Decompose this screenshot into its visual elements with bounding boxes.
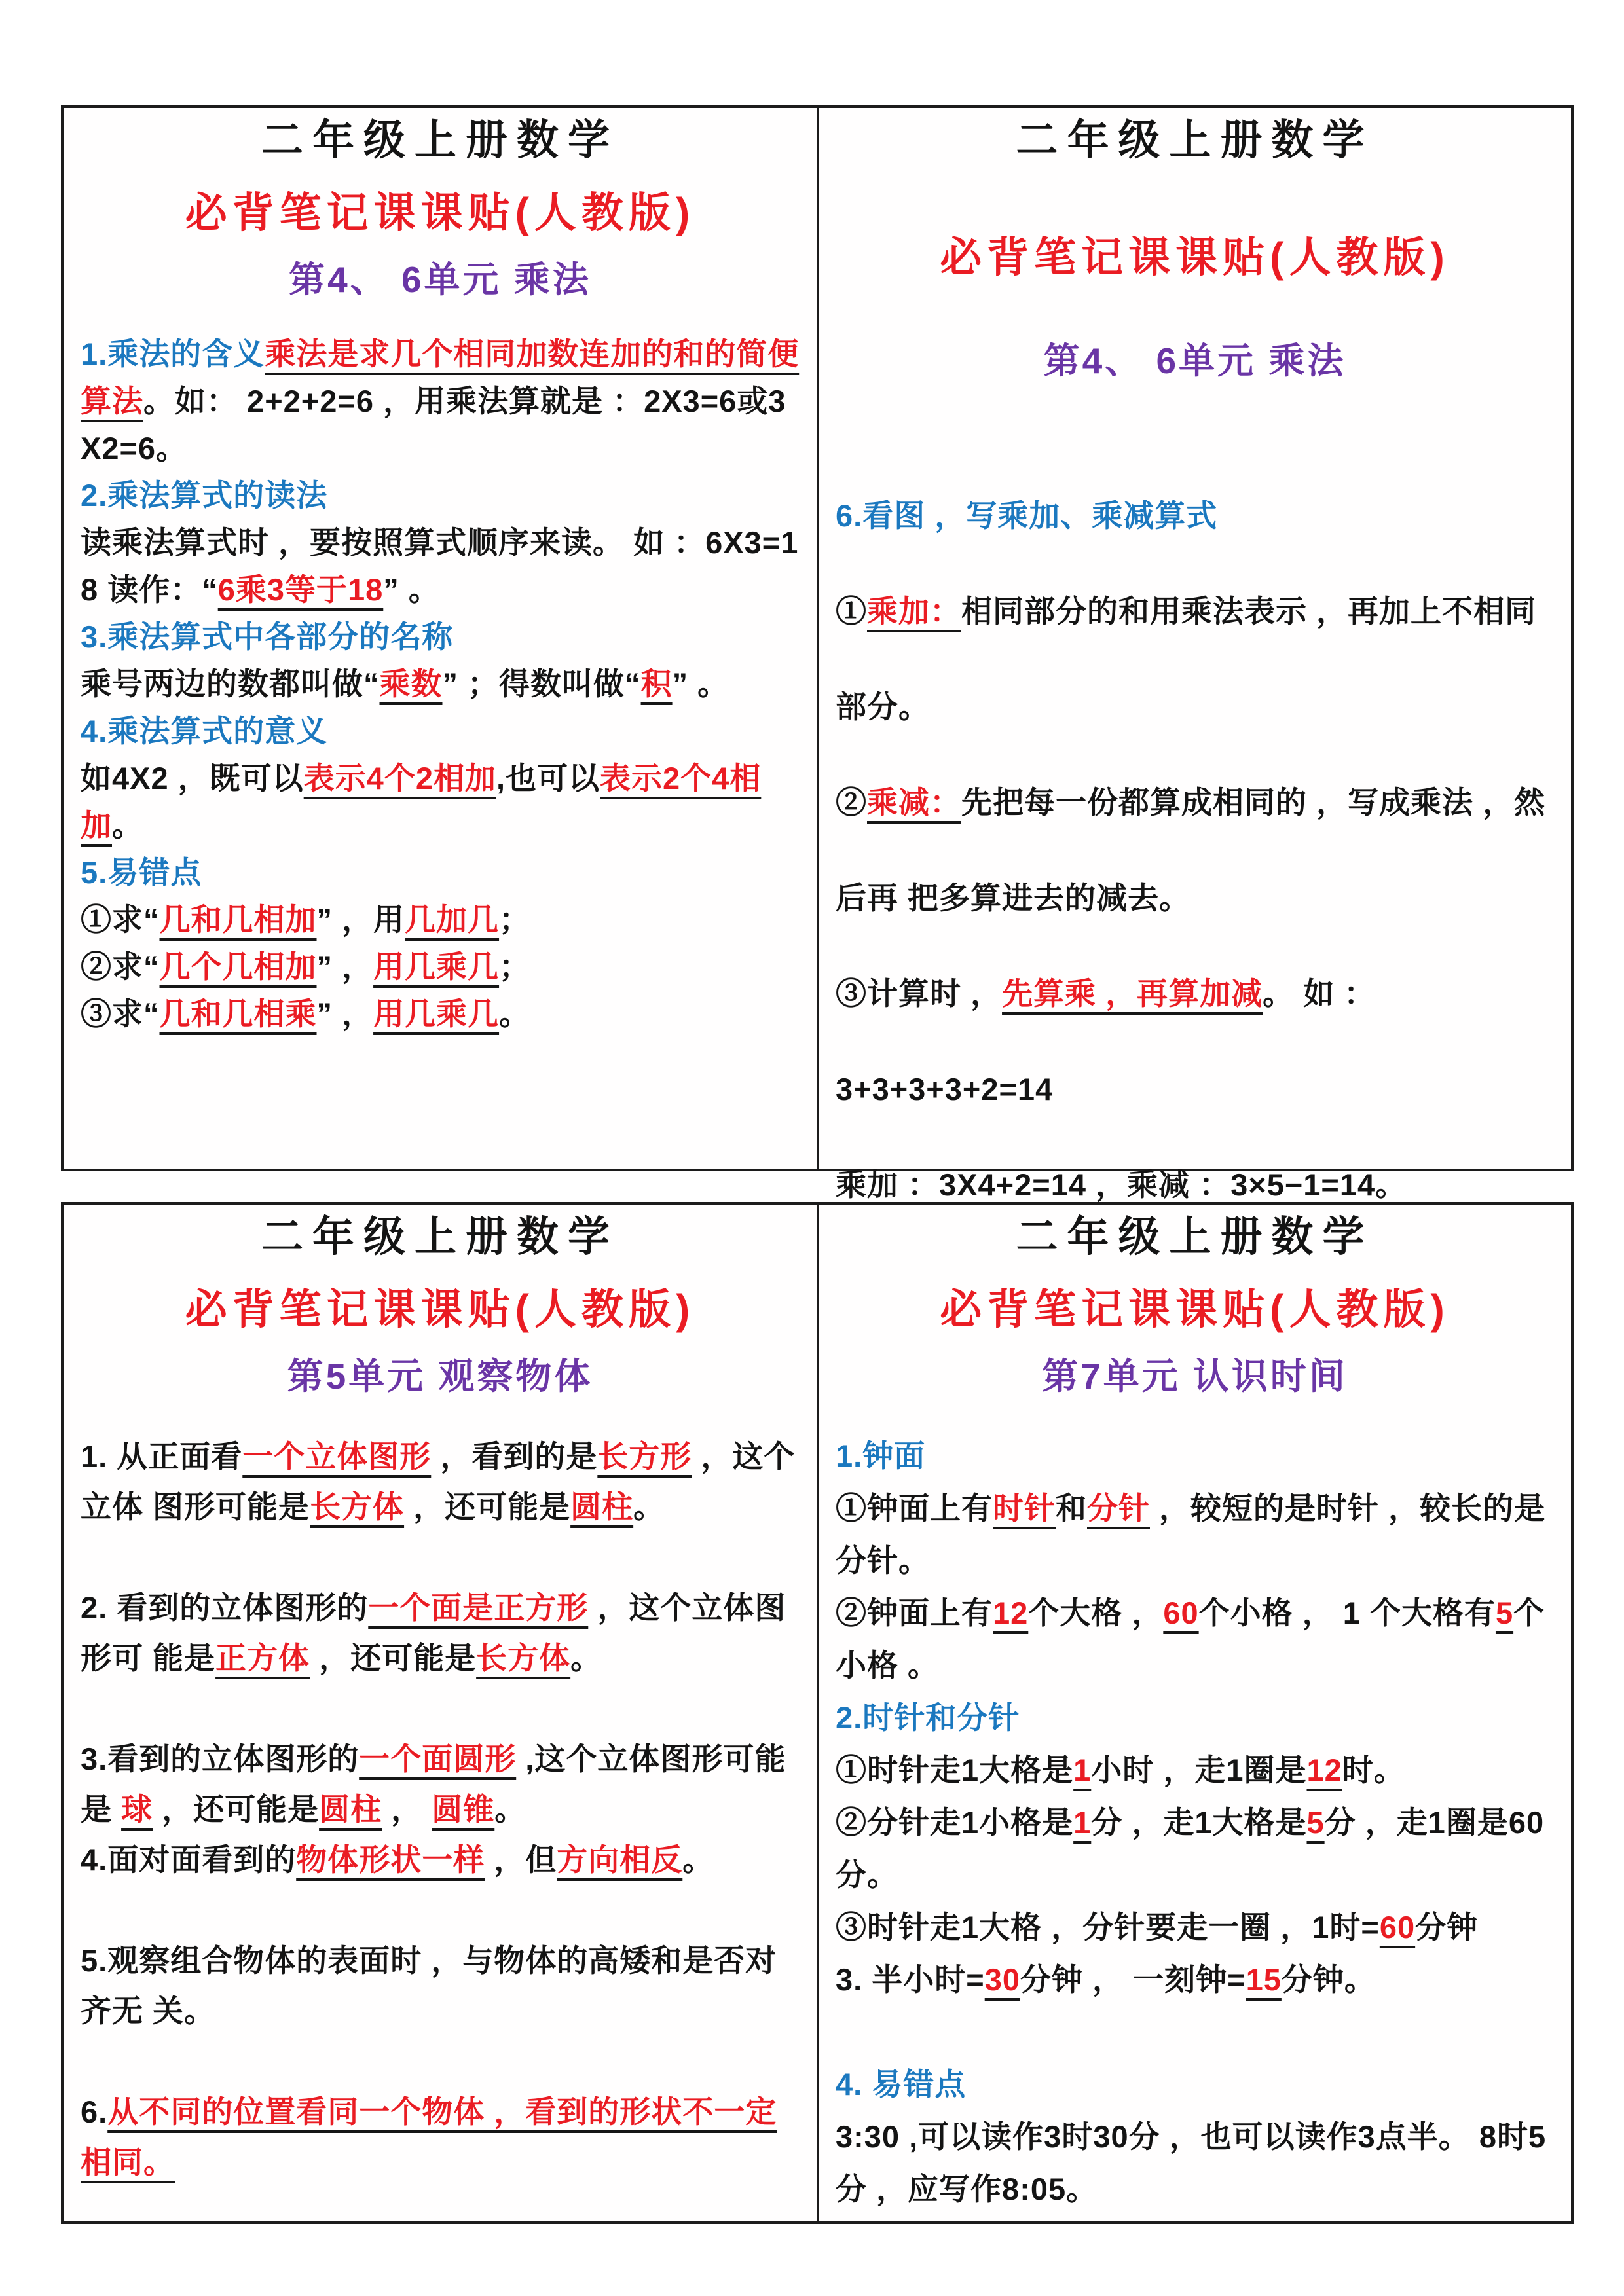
paragraph [81,1935,800,2036]
paragraph [836,564,1554,755]
text-segment: 圆锥 [432,1792,495,1827]
paragraph [81,2086,800,2187]
paragraph [836,2006,1554,2058]
card-title: 二年级上册数学 [261,117,619,164]
text-segment: 和 [1056,1491,1087,1526]
paragraph [81,1532,800,1582]
text-segment: ，这个立体 图形可能是 [81,1439,796,1525]
text-segment: 时针 [993,1491,1056,1526]
text-segment: ，但 [485,1842,557,1878]
text-segment: 。 [494,1792,526,1827]
text-segment: ，还可能是 [153,1792,320,1827]
paragraph [81,2036,800,2086]
card-title: 二年级上册数学 [261,1213,619,1260]
text-segment: 用几乘几 [373,996,500,1032]
paragraph [81,331,800,472]
notes-table-top [61,105,1574,1203]
text-segment: ①求“ [81,902,160,938]
text-segment: 5.观察组合物体的表面时 ，与物体的高矮和是否对齐无 关。 [81,1943,777,2029]
paragraph [836,1744,1554,1796]
text-segment: 方向相反 [557,1842,683,1878]
text-segment: 乘号两边的数都叫做“ [81,666,380,702]
text-segment: 圆柱 [319,1792,382,1827]
text-segment: 2.时针和分针 [836,1700,1020,1736]
text-segment: ,这个立体图形可能是 [81,1741,786,1827]
text-segment: ② [836,785,867,820]
text-segment: 相同部分的和用乘法表示 ，再加上不相同部分。 [836,594,1537,725]
text-segment: ，这个立体图形可 能是 [81,1590,786,1676]
text-segment: 5 [1495,1595,1514,1631]
text-segment: ” 。 [383,572,440,608]
text-segment: 分针 [1087,1491,1150,1526]
card-body [836,1430,1554,2215]
card-header [64,118,817,299]
paragraph [81,708,800,755]
text-segment: 1 [1073,1805,1092,1840]
text-segment: ，还可能是 [310,1641,477,1676]
text-segment: ，还可能是 [404,1489,571,1525]
text-segment: 。 [112,808,143,843]
text-segment: ②钟面上有 [836,1595,993,1631]
text-segment: 读乘法算式时 ，要按照算式顺序来读。 如 ：6X3=18 读作：“ [81,525,799,608]
text-segment: 长方体 [310,1489,405,1525]
text-segment: 60 [1163,1595,1199,1631]
paragraph [81,991,800,1038]
paragraph [836,946,1554,1042]
text-segment: 分 ，走1圈是60分。 [836,1805,1545,1893]
card-multiplication-2 [819,108,1571,1203]
card-body [81,1431,800,2187]
card-header [819,118,1571,380]
paragraph [836,1482,1554,1587]
text-segment: 用几乘几 [373,949,500,985]
card-unit: 第5单元 观察物体 [287,1356,593,1397]
text-segment: 1. 从正面看 [81,1439,243,1474]
text-segment: 1 [1073,1753,1092,1788]
text-segment: 表示4个2相加 [303,761,496,796]
text-segment: 个大格 ， [1028,1595,1164,1631]
text-segment: 积 [640,666,673,702]
paragraph [81,1431,800,1532]
text-segment: ， [382,1792,432,1827]
text-segment: 3. 半小时= [836,1962,985,1997]
text-segment: ； [499,902,531,938]
paragraph [81,1734,800,1834]
paragraph [836,2111,1554,2215]
text-segment: 一个面是正方形 [368,1590,589,1626]
text-segment: ,也可以 [496,761,600,796]
paragraph [81,849,800,896]
text-segment: 3+3+3+3+2=14 [836,1072,1054,1107]
paragraph [81,1683,800,1734]
paragraph [81,896,800,943]
text-segment: 时。 [1342,1753,1405,1788]
text-segment: 如4X2 ，既可以 [81,761,304,796]
card-observing-objects [64,1205,819,2221]
text-segment: ” ， [316,949,374,985]
text-segment: 2.乘法算式的读法 [81,478,328,513]
text-segment: 一个立体图形 [242,1439,432,1474]
card-telling-time [819,1205,1571,2221]
text-segment: 。 [682,1842,714,1878]
paragraph [81,943,800,991]
card-unit: 第7单元 认识时间 [1042,1356,1348,1397]
text-segment: 几和几相乘 [159,996,317,1032]
text-segment: 长方体 [476,1641,571,1676]
paragraph [836,1042,1554,1137]
text-segment: ” ， [316,996,374,1032]
card-header [819,1215,1571,1396]
text-segment: ① [836,594,867,629]
text-segment: 乘法是求几个相同加数连加的和的简便算法 [81,337,800,419]
text-segment: 个小格 。 [836,1595,1545,1683]
text-segment: 4.乘法算式的意义 [81,714,328,749]
card-title: 二年级上册数学 [1016,117,1374,164]
text-segment: 小时 ，走1圈是 [1091,1753,1307,1788]
text-segment: 几个几相加 [159,949,317,985]
text-segment: 15 [1246,1962,1282,1997]
text-segment: 几和几相加 [159,902,317,938]
text-segment: 5 [1306,1805,1325,1840]
text-segment: 。 如 ： [1263,976,1376,1011]
card-subtitle: 必背笔记课课贴(人教版) [185,189,695,237]
paragraph [836,1796,1554,1901]
text-segment: ； [499,949,531,985]
text-segment: ②求“ [81,949,160,985]
text-segment: 6乘3等于18 [217,572,384,608]
text-segment: 分 ，走1大格是 [1091,1805,1307,1840]
notes-table-bottom [61,1202,1574,2224]
paragraph [836,1954,1554,2006]
text-segment: ②分针走1小格是 [836,1805,1074,1840]
card-subtitle: 必背笔记课课贴(人教版) [940,234,1450,282]
text-segment: 球 [121,1792,153,1827]
text-segment: 。 [570,1641,602,1676]
card-body [836,468,1554,1233]
text-segment: 长方形 [597,1439,692,1474]
text-segment: 表示2个4相加 [81,761,762,843]
text-segment: 60 [1379,1910,1416,1945]
paragraph [836,1692,1554,1744]
paragraph [81,1582,800,1683]
card-title: 二年级上册数学 [1016,1213,1374,1260]
text-segment: 4.面对面看到的 [81,1842,297,1878]
text-segment: 12 [993,1595,1029,1631]
text-segment: 。如： 2+2+2=6 ，用乘法算就是 ：2X3=6或3X2=6。 [81,384,786,466]
text-segment: 乘减： [867,785,961,820]
text-segment: 3.看到的立体图形的 [81,1741,360,1777]
text-segment: ” 。 [672,666,729,702]
paragraph [81,613,800,661]
text-segment: 先算乘 ，再算加减 [1002,976,1263,1011]
text-segment: 乘加： [867,594,961,629]
text-segment: 分钟 [1415,1910,1479,1945]
paragraph [836,1587,1554,1692]
text-segment: 1.钟面 [836,1438,926,1474]
text-segment: 圆柱 [570,1489,634,1525]
text-segment: ，看到的是 [431,1439,598,1474]
text-segment: ①时针走1大格是 [836,1753,1074,1788]
text-segment: 3:30 ,可以读作3时30分 ，也可以读作3点半。 8时5分 ，应写作8:05。 [836,2119,1547,2207]
text-segment: 12 [1306,1753,1342,1788]
paragraph [81,519,800,613]
text-segment: 分钟。 [1281,1962,1376,1997]
card-multiplication-1 [64,108,819,1169]
text-segment: 。 [633,1489,665,1525]
text-segment: ” ；得数叫做“ [442,666,641,702]
paragraph [81,1834,800,1885]
text-segment: 6.看图 ，写乘加、乘减算式 [836,498,1218,534]
text-segment: 6. [81,2094,108,2130]
paragraph [836,2058,1554,2111]
card-subtitle: 必背笔记课课贴(人教版) [940,1286,1450,1334]
paragraph [836,1901,1554,1954]
card-header [64,1215,817,1396]
text-segment: 30 [984,1962,1020,1997]
text-segment: ，较短的是时针 ，较长的是分针。 [836,1491,1546,1578]
text-segment: ③计算时 ， [836,976,1003,1011]
card-unit: 第4、 6单元 乘法 [1043,340,1346,382]
text-segment: ” ，用 [316,902,405,938]
text-segment: 。 [499,996,531,1032]
text-segment: ③求“ [81,996,160,1032]
text-segment: ①钟面上有 [836,1491,993,1526]
card-body [81,331,800,1038]
text-segment: 物体形状一样 [296,1842,485,1878]
text-segment: 3.乘法算式中各部分的名称 [81,619,454,655]
paragraph [836,468,1554,564]
paragraph [81,1885,800,1935]
text-segment: 乘数 [379,666,443,702]
text-segment: 一个面圆形 [359,1741,517,1777]
paragraph [81,755,800,849]
card-unit: 第4、 6单元 乘法 [289,259,591,301]
paragraph [81,661,800,708]
text-segment: 个小格 ， 1 个大格有 [1198,1595,1496,1631]
paragraph [836,755,1554,946]
paragraph [836,1430,1554,1482]
text-segment: 正方体 [215,1641,310,1676]
text-segment: 乘加 ：3X4+2=14 ，乘减 ：3×5−1=14。 [836,1167,1407,1203]
text-segment: 4. 易错点 [836,2067,967,2102]
card-subtitle: 必背笔记课课贴(人教版) [185,1286,695,1334]
text-segment: 几加几 [405,902,500,938]
paragraph [81,472,800,519]
text-segment: 先把每一份都算成相同的 ，写成乘法 ，然后再 把多算进去的减去。 [836,785,1546,916]
text-segment: ③时针走1大格 ，分针要走一圈 ，1时= [836,1910,1380,1945]
text-segment: 从不同的位置看同一个物体 ，看到的形状不一定相同。 [81,2094,777,2180]
text-segment: 1.乘法的含义 [81,337,265,372]
text-segment: 5.易错点 [81,855,202,890]
text-segment: 2. 看到的立体图形的 [81,1590,369,1626]
text-segment: 分钟 ， 一刻钟= [1020,1962,1246,1997]
